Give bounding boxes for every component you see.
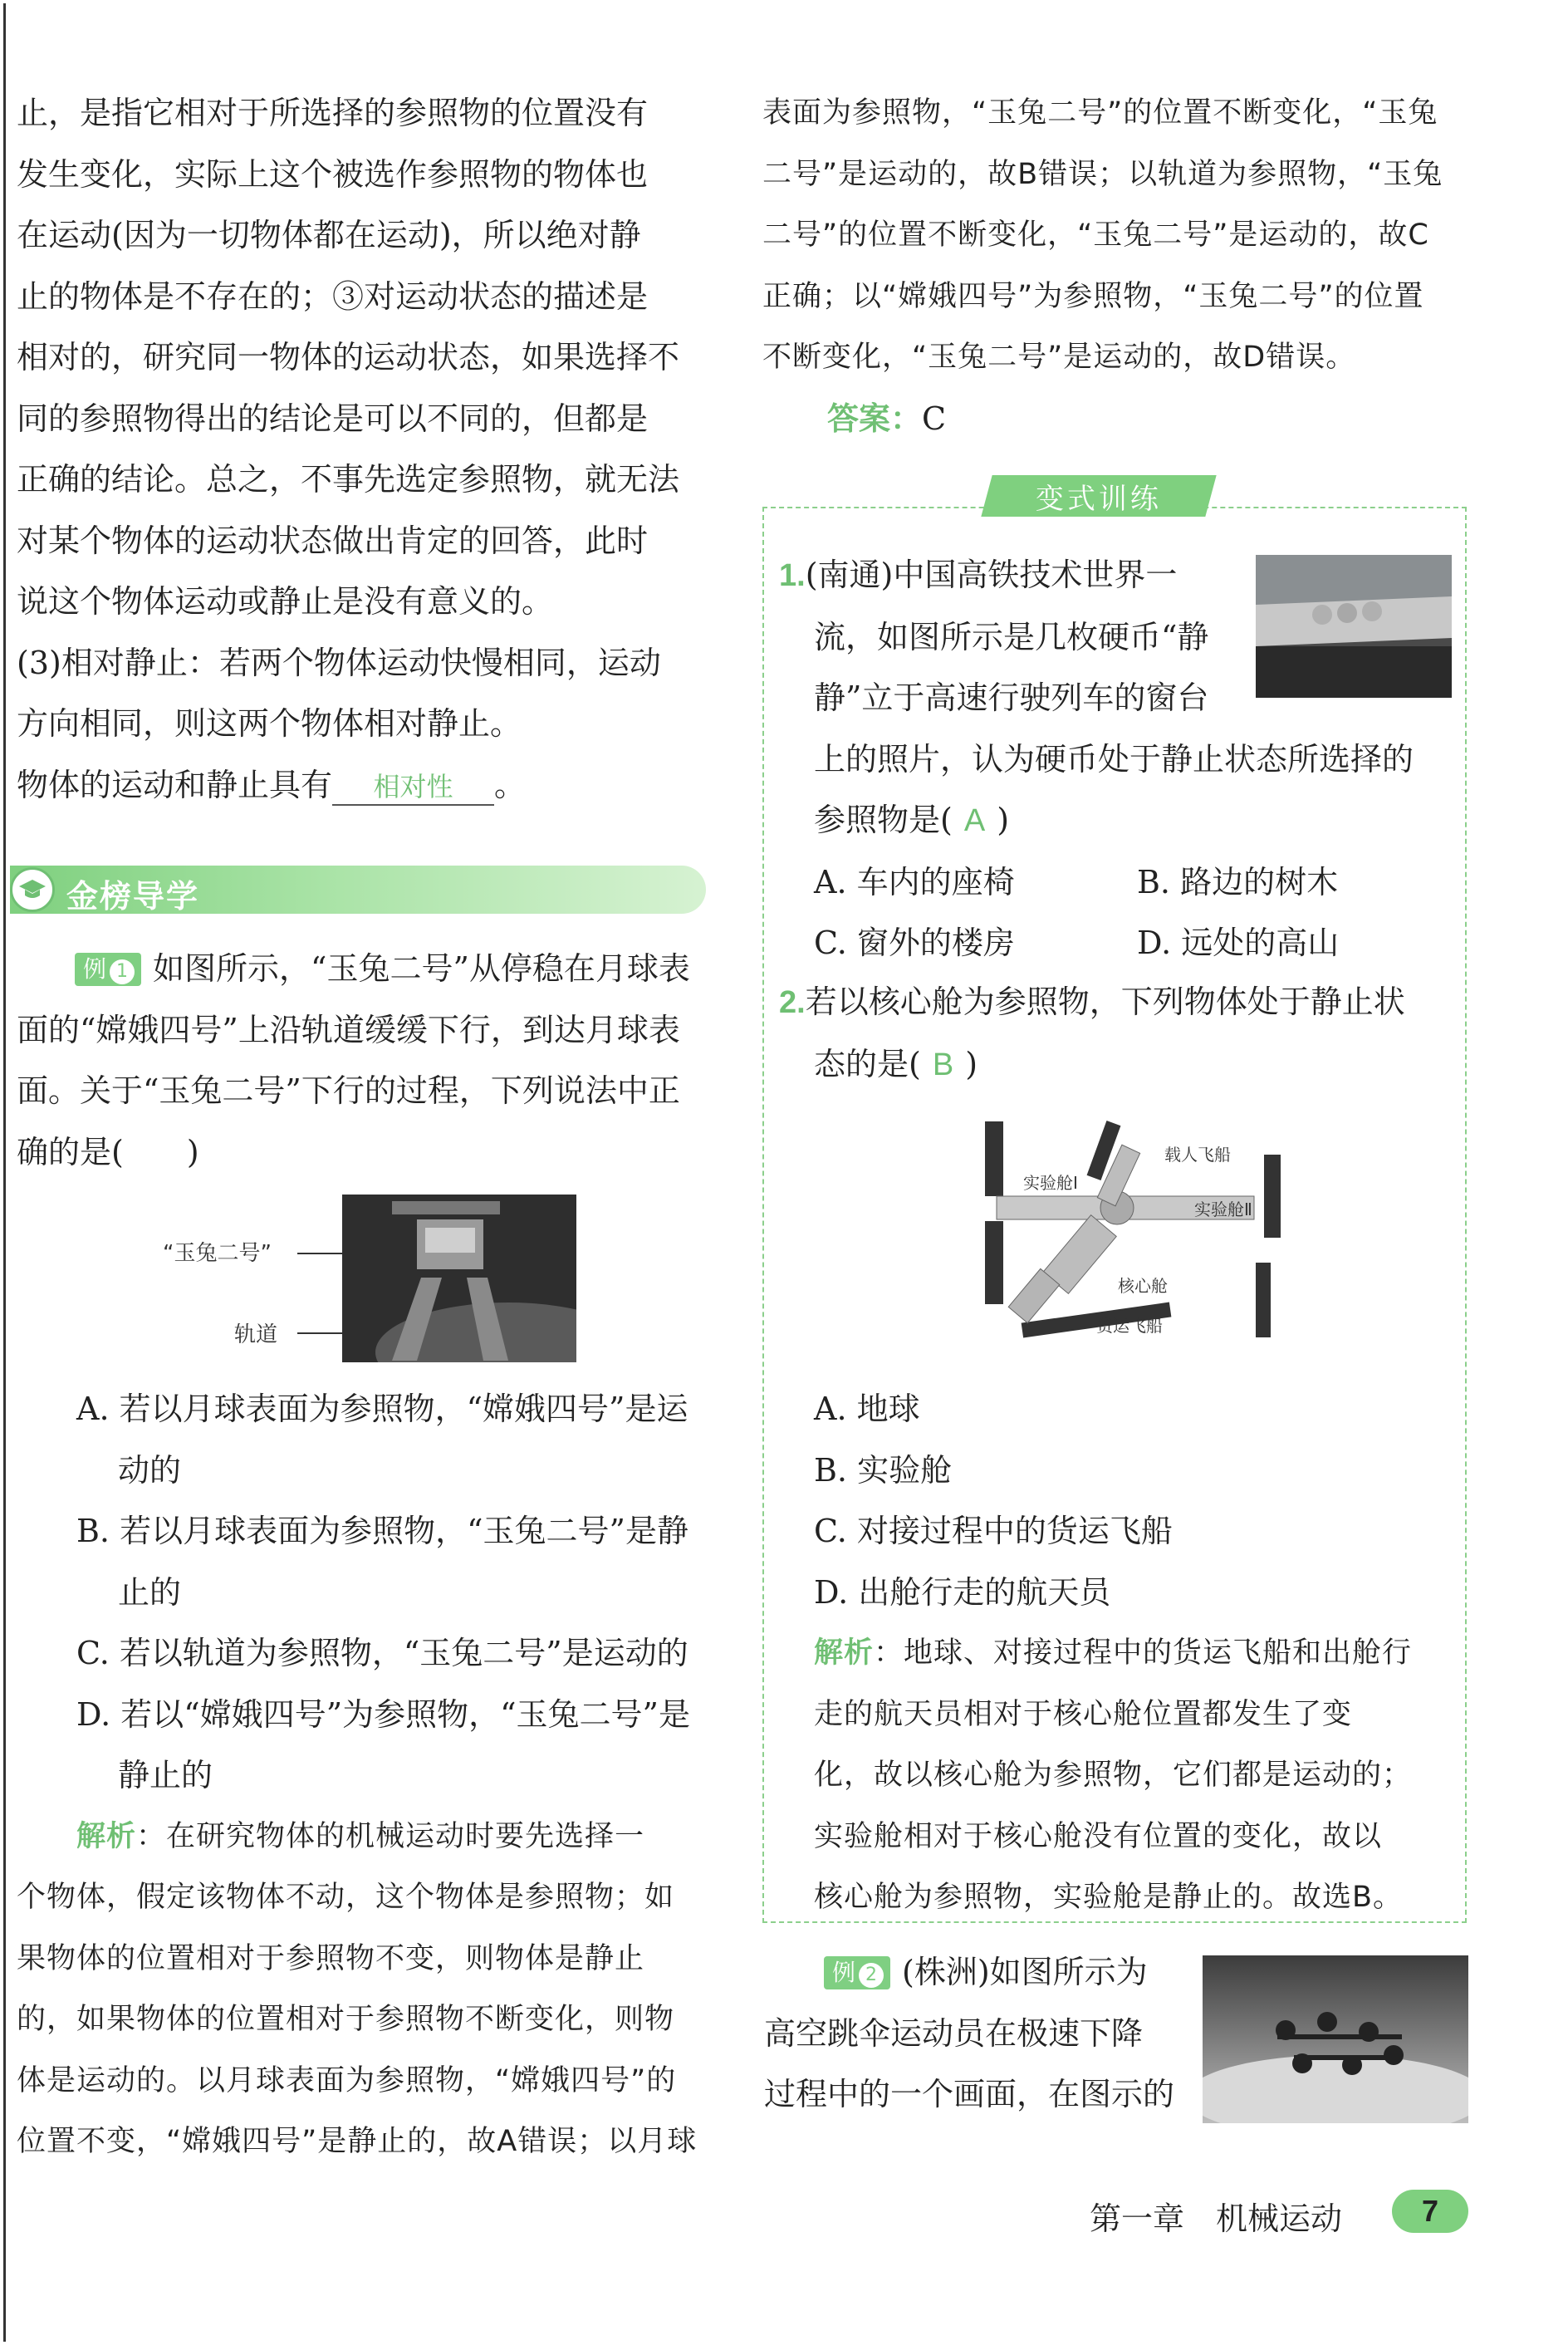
option-d-cont: 静止的 [118,1757,213,1793]
example-badge: 例 1 [75,953,141,986]
option-a: A. 若以月球表面为参照物，“嫦娥四号”是运 [76,1391,688,1427]
q1-line: 静”立于高速行驶列车的窗台 [814,679,1209,716]
example-1-stem-line: 面。关于“玉兔二号”下行的过程，下列说法中正 [17,1072,680,1109]
cargo-ship-label: 货运飞船 [1096,1316,1163,1336]
training-title: 变式训练 [1036,482,1162,516]
q2-line: 态的是( B ) [814,1045,978,1082]
q1-line: 上的照片，认为硬币处于静止状态所选择的 [814,740,1414,778]
option-d: D. 若以“嫦娥四号”为参照物，“玉兔二号”是 [76,1695,690,1733]
right-column [762,83,1477,449]
example-1-stem-line: 确的是( ) [17,1133,199,1170]
answer-line: 答案：C [827,400,947,437]
analysis-first: 解析：在研究物体的机械运动时要先选择一 [76,1819,645,1853]
example-2 [764,1942,1196,2126]
q2-analysis-line: 实验舱相对于核心舱没有位置的变化，故以 [814,1819,1383,1853]
q2-option-d: D. 出舱行走的航天员 [814,1573,1111,1611]
analysis-line: 位置不变，“嫦娥四号”是静止的，故A错误；以月球 [17,2125,698,2158]
analysis-line: 的，如果物体的位置相对于参照物不断变化，则物 [17,2003,675,2036]
example-1-stem-line: 面的“嫦娥四号”上沿轨道缓缓下行，到达月球表 [17,1011,680,1048]
lunar-rover-photo [342,1195,576,1362]
relative-rest-line: 方向相同，则这两个物体相对静止。 [17,705,522,742]
intro-line: 止的物体是不存在的；③对运动状态的描述是 [17,277,649,315]
intro-line: 在运动(因为一切物体都在运动)，所以绝对静 [17,217,641,253]
q2-options-and-analysis [814,1379,1462,1929]
intro-line: 相对的，研究同一物体的运动状态，如果选择不 [17,339,680,375]
q1-option-c: C. 窗外的楼房 [814,925,1015,961]
q2-analysis-line: 化，故以核心舱为参照物，它们都是运动的； [814,1759,1413,1792]
left-column [17,83,718,816]
intro-line: 发生变化，实际上这个被选作参照物的物体也 [17,155,649,193]
example-1 [17,939,718,1183]
analysis-line: 个物体，假定该物体不动，这个物体是参照物；如 [17,1881,675,1914]
core-module-label: 核心舱 [1118,1276,1168,1296]
page-number: 7 [1392,2190,1468,2233]
q2-option-a: A. 地球 [814,1391,920,1427]
question-2 [779,972,1460,1096]
q1-options-row [779,852,1460,914]
q2-analysis-first: 解析：地球、对接过程中的货运飞船和出舱行 [814,1636,1413,1670]
q2-analysis-line: 核心舱为参照物，实验舱是静止的。故选B。 [814,1881,1404,1914]
skydivers-photo [1203,1955,1468,2123]
section-title: 金榜导学 [66,878,200,915]
analysis-cont-line: 正确；以“嫦娥四号”为参照物，“玉兔二号”的位置 [762,279,1424,313]
train-window-coins-photo [1256,555,1452,698]
section-header-bar [10,866,706,914]
lab-2-label: 实验舱Ⅱ [1194,1199,1252,1219]
space-station-figure [972,1105,1296,1346]
analysis-cont-line: 不断变化，“玉兔二号”是运动的，故D错误。 [762,341,1356,374]
chapter-footer: 第一章 机械运动 [1090,2200,1343,2237]
fill-answer: 相对性 [332,769,494,806]
graduation-cap-icon [10,867,55,912]
intro-line: 对某个物体的运动状态做出肯定的回答，此时 [17,522,649,559]
intro-line: 说这个物体运动或静止是没有意义的。 [17,583,554,620]
q2-line: 2.若以核心舱为参照物，下列物体处于静止状 [779,984,1405,1020]
relative-rest-line: (3)相对静止：若两个物体运动快慢相同，运动 [17,644,661,681]
fill-sentence-after: 。 [494,766,527,803]
analysis-cont-line: 二号”的位置不断变化，“玉兔二号”是运动的，故C [762,218,1429,252]
rover-label: “玉兔二号” [163,1241,272,1266]
analysis-line: 果物体的位置相对于参照物不变，则物体是静止 [17,1941,645,1975]
q1-line: 流，如图所示是几枚硬币“静 [814,618,1209,655]
q1-options-row [779,913,1460,974]
crew-ship-label: 载人飞船 [1164,1145,1231,1165]
q2-option-b: B. 实验舱 [814,1451,953,1489]
rover-leader-line [297,1253,342,1254]
option-b-cont: 止的 [118,1573,182,1611]
example-2-line: 过程中的一个画面，在图示的 [764,2076,1175,2112]
intro-line: 同的参照物得出的结论是可以不同的，但都是 [17,400,649,437]
q1-line: 1.(南通)中国高铁技术世界一 [779,557,1178,593]
option-b: B. 若以月球表面为参照物，“玉兔二号”是静 [76,1513,688,1549]
fill-sentence [17,755,718,817]
example-1-options [17,1379,718,2173]
analysis-cont-line: 表面为参照物，“玉兔二号”的位置不断变化，“玉兔 [762,96,1438,130]
q1-stem-end: 参照物是( A ) [814,802,1010,838]
analysis-cont-line: 二号”是运动的，故B错误；以轨道为参照物，“玉兔 [762,157,1443,191]
q2-analysis-line: 走的航天员相对于核心舱位置都发生了变 [814,1697,1353,1731]
option-a-cont: 动的 [118,1451,182,1489]
training-title-banner [981,475,1216,517]
intro-line: 止，是指它相对于所选择的参照物的位置没有 [17,95,649,131]
q2-option-c: C. 对接过程中的货运飞船 [814,1513,1173,1549]
q1-option-a: A. 车内的座椅 [814,863,1015,900]
option-c: C. 若以轨道为参照物，“玉兔二号”是运动的 [76,1635,688,1671]
example-1-stem-first: 例 1 如图所示，“玉兔二号”从停稳在月球表 [17,939,718,1000]
example-2-first: 例 2 (株洲)如图所示为 [764,1942,1196,2004]
analysis-line: 体是运动的。以月球表面为参照物，“嫦娥四号”的 [17,2063,677,2097]
example-2-line: 高空跳伞运动员在极速下降 [764,2014,1144,2052]
track-leader-line [297,1332,342,1334]
q1-option-b: B. 路边的树木 [1137,863,1339,900]
track-label: 轨道 [234,1322,278,1347]
q1-option-d: D. 远处的高山 [1137,925,1340,961]
fill-sentence-before: 物体的运动和静止具有 [17,766,333,803]
lab-1-label: 实验舱Ⅰ [1023,1173,1078,1193]
intro-line: 正确的结论。总之，不事先选定参照物，就无法 [17,461,680,498]
example-badge: 例 2 [824,1956,890,1989]
